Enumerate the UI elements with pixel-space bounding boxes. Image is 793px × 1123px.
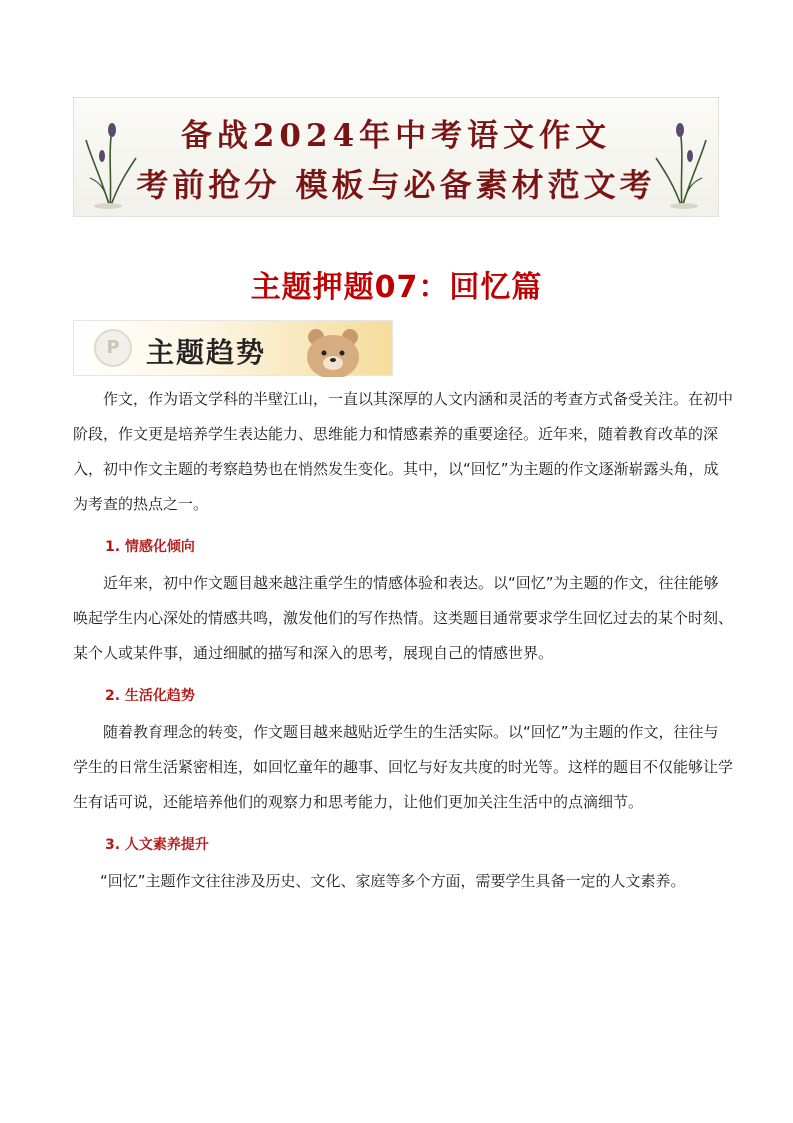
section-heading-2: 2. 生活化趋势 (105, 688, 195, 704)
section-heading-3: 3. 人文素养提升 (105, 837, 209, 853)
section-paragraph-2: 随着教育理念的转变，作文题目越来越贴近学生的生活实际。以“回忆”为主题的作文，往往与学生的日常生活紧密相连，如回忆童年的趣事、回忆与好友共度的时光等。这样的题目不仅能够让学生有话可说，还能培养他们的观察力和思考能力，让他们更加关注生活中的点滴细节。 (73, 723, 734, 811)
page-title: 主题押题07：回忆篇 (250, 270, 543, 305)
section-heading-1: 1. 情感化倾向 (105, 539, 195, 555)
section-paragraph-1: 近年来，初中作文题目越来越注重学生的情感体验和表达。以“回忆”为主题的作文，往往能够唤起学生内心深处的情感共鸣，激发他们的写作热情。这类题目通常要求学生回忆过去的某个时刻、某个人或某件事，通过细腻的描写和深入的思考，展现自己的情感世界。 (73, 574, 734, 662)
banner-title-line1: 备战2024年中考语文作文 (180, 118, 612, 154)
badge-letter: P (106, 337, 120, 358)
bear-icon (302, 325, 364, 377)
header-banner (73, 97, 719, 217)
section-paragraph-3: “回忆”主题作文往往涉及历史、文化、家庭等多个方面，需要学生具备一定的人文素养。 (100, 872, 686, 890)
intro-paragraph: 作文，作为语文学科的半壁江山，一直以其深厚的人文内涵和灵活的考查方式备受关注。在初中阶段，作文更是培养学生表达能力、思维能力和情感素养的重要途径。近年来，随着教育改革的深入，初中作文主题的考察趋势也在悄然发生变化。其中，以“回忆”为主题的作文逐渐崭露头角，成为考查的热点之一。 (73, 390, 734, 513)
article-body (73, 382, 733, 899)
banner-title-line2: 考前抢分 模板与必备素材范文考 (136, 166, 656, 204)
p-badge-icon (94, 329, 132, 367)
section-tab-label: 主题趋势 (146, 336, 267, 369)
orchid-icon (654, 120, 710, 210)
section-tab (73, 320, 393, 376)
